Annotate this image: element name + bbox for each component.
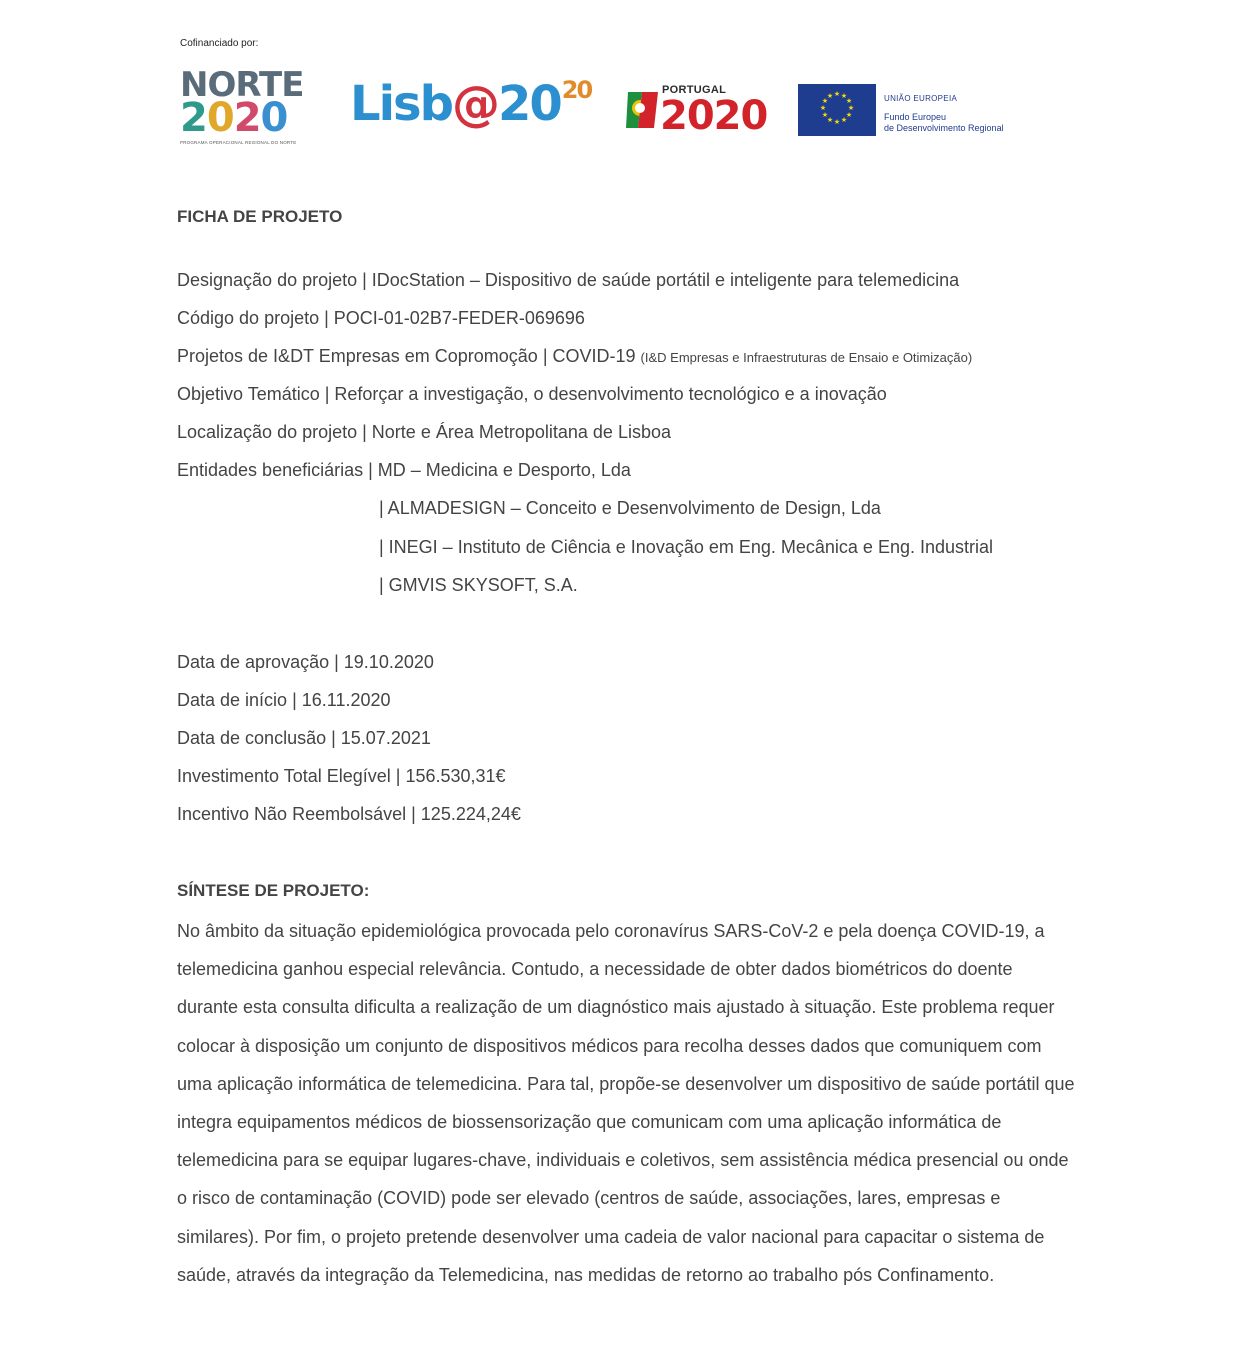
codigo-line: Código do projeto | POCI-01-02B7-FEDER-069696 bbox=[177, 308, 585, 328]
projetos-small-text: (I&D Empresas e Infraestruturas de Ensaio e Otimização) bbox=[640, 350, 973, 365]
svg-text:★: ★ bbox=[833, 90, 841, 98]
lisboa-logo-text-a: Lisb bbox=[350, 76, 452, 132]
projetos-line bbox=[177, 346, 972, 367]
svg-text:★: ★ bbox=[833, 118, 841, 126]
svg-text:★: ★ bbox=[826, 116, 834, 124]
norte-logo-digit: 2 bbox=[180, 95, 207, 141]
cofinanciado-label: Cofinanciado por: bbox=[180, 38, 259, 49]
svg-text:★: ★ bbox=[821, 97, 829, 105]
norte-logo-subtitle: PROGRAMA OPERACIONAL REGIONAL DO NORTE bbox=[180, 140, 297, 145]
norte-logo-digit: 2 bbox=[233, 95, 261, 141]
eu-flag-icon bbox=[798, 84, 876, 136]
eu-logo-fund-line2: de Desenvolvimento Regional bbox=[884, 123, 1004, 133]
svg-text:★: ★ bbox=[845, 111, 853, 119]
norte-2020-logo bbox=[180, 65, 315, 150]
eu-logo-fund-line1: Fundo Europeu bbox=[884, 112, 947, 122]
entidade-line-2: | ALMADESIGN – Conceito e Desenvolvimento de Design, Lda bbox=[379, 498, 881, 518]
svg-text:★: ★ bbox=[840, 116, 848, 124]
svg-text:★: ★ bbox=[847, 104, 855, 112]
svg-text:★: ★ bbox=[840, 92, 848, 100]
data-inicio-line: Data de início | 16.11.2020 bbox=[177, 690, 391, 710]
sintese-body: No âmbito da situação epidemiológica provocada pelo coronavírus SARS-CoV-2 e pela doença COVID-19, a telemedicina ganhou especial relevância. Contudo, a necessidade de obter dados biométricos do doente durante esta consulta dificulta a realização de um diagnóstico mais ajustado à situação. Este problema requer colocar à disposição um conjunto de dispositivos médicos para recolha desses dados que comuniquem com uma aplicação informática de telemedicina. Para tal, propõe-se desenvolver um dispositivo de saúde portátil que integra equipamentos médicos de biossensorização que comunicam com uma aplicação informática de telemedicina para se equipar lugares-chave, individuais e coletivos, sem assistência médica presencial ou onde o risco de contaminação (COVID) pode ser elevado (centros de saúde, associações, lares, empresas e similares). Por fim, o projeto pretende desenvolver uma cadeia de valor nacional para capacitar o sistema de saúde, através da integração da Telemedicina, nas medidas de retorno ao trabalho pós Confinamento. bbox=[177, 921, 1075, 1285]
portugal-logo-label: PORTUGAL bbox=[662, 84, 727, 96]
investimento-line: Investimento Total Elegível | 156.530,31€ bbox=[177, 766, 506, 786]
portugal-2020-logo bbox=[624, 82, 774, 138]
svg-text:★: ★ bbox=[819, 104, 827, 112]
ficha-title: FICHA DE PROJETO bbox=[177, 207, 343, 226]
portugal-logo-number: 2020 bbox=[660, 93, 768, 139]
designacao-line: Designação do projeto | IDocStation – Dispositivo de saúde portátil e inteligente para telemedicina bbox=[177, 270, 960, 290]
objetivo-line: Objetivo Temático | Reforçar a investigação, o desenvolvimento tecnológico e a inovação bbox=[177, 384, 887, 404]
lisboa-logo-at: @ bbox=[451, 76, 498, 132]
svg-text:★: ★ bbox=[845, 97, 853, 105]
lisboa-2020-logo bbox=[350, 78, 600, 138]
lisboa-logo-sup: 20 bbox=[561, 76, 592, 104]
eu-feder-logo bbox=[798, 84, 1018, 136]
entidades-line: Entidades beneficiárias | MD – Medicina e Desporto, Lda bbox=[177, 460, 631, 480]
norte-logo-line1: NORTE bbox=[180, 65, 304, 105]
norte-logo-digit: 0 bbox=[260, 95, 288, 141]
data-conclusao-line: Data de conclusão | 15.07.2021 bbox=[177, 728, 431, 748]
norte-logo-digits bbox=[180, 95, 287, 141]
svg-text:★: ★ bbox=[826, 92, 834, 100]
portugal-flag-icon bbox=[624, 88, 660, 132]
entidade-line-3: | INEGI – Instituto de Ciência e Inovação em Eng. Mecânica e Eng. Industrial bbox=[379, 537, 994, 557]
localizacao-line: Localização do projeto | Norte e Área Metropolitana de Lisboa bbox=[177, 422, 671, 442]
svg-text:★: ★ bbox=[821, 111, 829, 119]
incentivo-line: Incentivo Não Reembolsável | 125.224,24€ bbox=[177, 804, 521, 824]
eu-logo-fund bbox=[884, 112, 1004, 134]
eu-logo-title: UNIÃO EUROPEIA bbox=[884, 94, 958, 103]
entidade-line-4: | GMVIS SKYSOFT, S.A. bbox=[379, 575, 578, 595]
norte-logo-digit: 0 bbox=[206, 95, 234, 141]
data-aprovacao-line: Data de aprovação | 19.10.2020 bbox=[177, 652, 434, 672]
sintese-title: SÍNTESE DE PROJETO: bbox=[177, 881, 370, 900]
projetos-text: Projetos de I&DT Empresas em Copromoção | COVID-19 bbox=[177, 346, 641, 366]
lisboa-logo-text-b: 20 bbox=[497, 76, 561, 132]
